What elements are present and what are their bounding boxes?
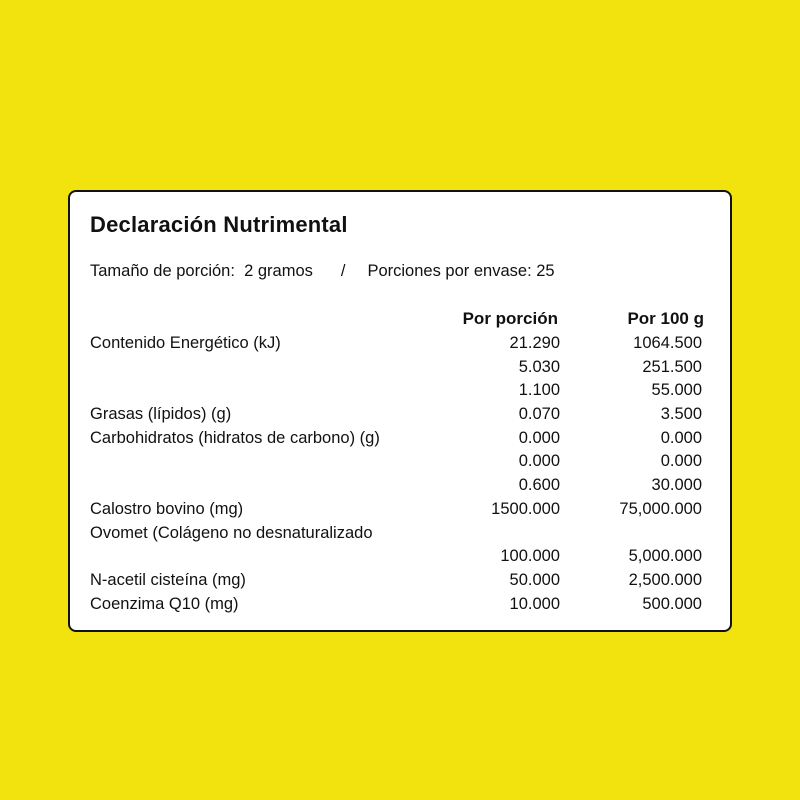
value-per-100g: 251.500 <box>642 357 702 376</box>
nutrient-row <box>70 379 730 403</box>
nutrient-name: Calostro bovino (mg) <box>90 499 244 518</box>
nutrient-name: Coenzima Q10 (mg) <box>90 594 239 613</box>
value-per-serving: 50.000 <box>509 570 560 589</box>
nutrient-row <box>70 427 730 451</box>
value-per-100g: 0.000 <box>660 452 702 471</box>
value-per-100g: 500.000 <box>642 594 702 613</box>
nutrient-rows <box>70 332 730 616</box>
value-per-100g: 2,500.000 <box>628 570 702 589</box>
nutrient-row <box>70 545 730 569</box>
value-per-100g: 30.000 <box>651 476 702 495</box>
nutrient-row <box>70 403 730 427</box>
value-per-100g: 1064.500 <box>633 334 702 352</box>
value-per-100g: 75,000.000 <box>619 499 702 518</box>
nutrient-row <box>70 569 730 593</box>
value-per-100g: 0.000 <box>660 428 702 447</box>
nutrient-row <box>70 474 730 498</box>
value-per-serving: 0.070 <box>518 405 560 424</box>
serving-size: Tamaño de porción: 2 gramos <box>90 262 313 280</box>
nutrient-row <box>70 356 730 380</box>
header-per-100g: Por 100 g <box>627 309 704 328</box>
nutrition-label-panel <box>68 190 732 632</box>
serving-info <box>90 262 555 281</box>
value-per-serving: 0.000 <box>518 428 560 447</box>
value-per-serving: 100.000 <box>500 547 560 566</box>
nutrient-row <box>70 450 730 474</box>
nutrient-row <box>70 498 730 522</box>
nutrient-row <box>70 522 730 546</box>
value-per-serving: 5.030 <box>518 357 560 376</box>
value-per-serving: 10.000 <box>509 594 560 613</box>
value-per-serving: 0.000 <box>518 452 560 471</box>
header-per-serving: Por porción <box>462 309 558 328</box>
value-per-serving: 21.290 <box>509 334 560 352</box>
value-per-serving: 1.100 <box>518 381 560 400</box>
value-per-100g: 3.500 <box>660 405 702 424</box>
servings-per-container: Porciones por envase: 25 <box>367 262 555 280</box>
nutrient-row <box>70 593 730 617</box>
nutrient-name: Carbohidratos (hidratos de carbono) (g) <box>90 428 380 447</box>
nutrient-name: Grasas (lípidos) (g) <box>90 405 232 424</box>
value-per-serving: 1500.000 <box>491 499 560 518</box>
column-headers <box>70 309 730 333</box>
nutrient-name: Ovomet (Colágeno no desnaturalizado <box>90 523 373 542</box>
label-title: Declaración Nutrimental <box>90 212 348 237</box>
value-per-serving: 0.600 <box>518 476 560 495</box>
value-per-100g: 55.000 <box>651 381 702 400</box>
nutrient-name: Contenido Energético (kJ) <box>90 334 281 352</box>
nutrient-name: N-acetil cisteína (mg) <box>90 570 246 589</box>
serving-separator: / <box>340 262 346 280</box>
value-per-100g: 5,000.000 <box>628 547 702 566</box>
nutrient-row <box>70 332 730 356</box>
